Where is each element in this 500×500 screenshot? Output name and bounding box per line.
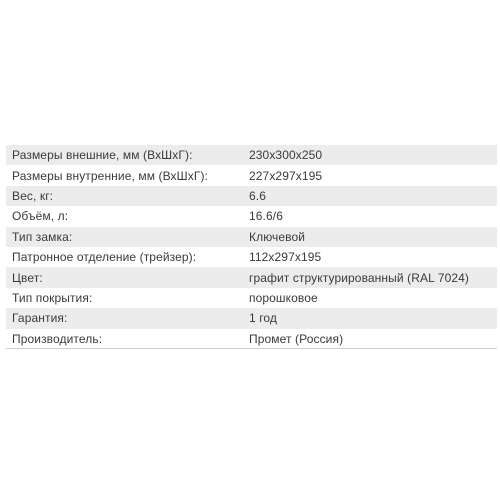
spec-row-external-dimensions xyxy=(6,145,497,165)
spec-value: Промет (Россия) xyxy=(249,331,344,346)
specifications-table xyxy=(6,145,497,349)
spec-label: Размеры внешние, мм (ВхШхГ): xyxy=(12,148,193,163)
spec-row-color xyxy=(6,267,497,287)
spec-row-ammo-compartment xyxy=(6,247,497,267)
spec-value: графит структурированный (RAL 7024) xyxy=(249,270,470,285)
spec-row-manufacturer xyxy=(6,329,497,349)
spec-row-coating-type xyxy=(6,288,497,308)
spec-row-lock-type xyxy=(6,227,497,247)
spec-value: 112х297х195 xyxy=(249,250,322,265)
spec-row-volume xyxy=(6,206,497,226)
spec-label: Объём, л: xyxy=(12,209,69,224)
spec-label: Тип замка: xyxy=(12,229,73,244)
spec-row-warranty xyxy=(6,308,497,328)
spec-label: Вес, кг: xyxy=(12,188,54,203)
spec-label: Размеры внутренние, мм (ВхШхГ): xyxy=(12,168,208,183)
spec-value: 230х300х250 xyxy=(249,148,323,163)
spec-label: Цвет: xyxy=(12,270,43,285)
spec-label: Патронное отделение (трейзер): xyxy=(12,250,197,265)
spec-value: порошковое xyxy=(249,290,318,305)
spec-value: 16.6/6 xyxy=(249,209,283,224)
spec-value: 1 год xyxy=(249,311,278,326)
spec-value: 227х297х195 xyxy=(249,168,323,183)
spec-value: Ключевой xyxy=(249,229,306,244)
spec-label: Гарантия: xyxy=(12,311,68,326)
table-bottom-divider xyxy=(6,348,497,349)
spec-label: Тип покрытия: xyxy=(12,290,93,305)
spec-row-weight xyxy=(6,186,497,206)
spec-value: 6.6 xyxy=(249,188,266,203)
spec-row-internal-dimensions xyxy=(6,165,497,185)
spec-label: Производитель: xyxy=(12,331,103,346)
